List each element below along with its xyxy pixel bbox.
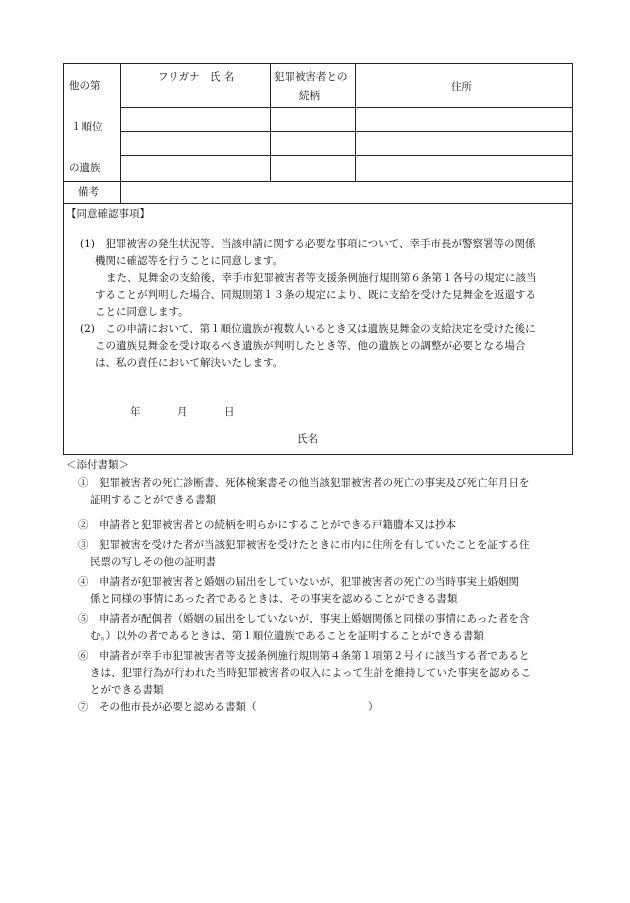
attachment-6-line-2: きは、犯罪行為が行われた当時犯罪被害者の収入によって生計を維持していた事実を認めるこ	[90, 667, 531, 679]
row-label-other-family: 他の第	[69, 80, 101, 92]
attachment-1-line-2: 証明することができる書類	[90, 494, 216, 506]
consent-item-1-line-3: また、見舞金の支給後、幸手市犯罪被害者等支援条例施行規則第６条第１各号の規定に該当	[106, 272, 537, 284]
attachment-4-line-2: 係と同様の事情にあった者であるときは、その事実を認めることができる書類	[90, 593, 458, 605]
consent-item-1-line-4: することが判明した場合、同規則第１３条の規定により、既に支給を受けた見舞金を返還する	[95, 289, 536, 301]
remarks-field[interactable]	[121, 182, 572, 202]
consent-item-2-line-3: は、私の責任において解決いたします。	[95, 357, 284, 369]
row-label-family: の遺族	[69, 162, 101, 174]
family-relation-field-2[interactable]	[271, 132, 354, 154]
consent-item-2-line-1: (2) この申請において、第１順位遺族が複数人いるとき又は遺族見舞金の支給決定を受けた後に	[80, 323, 536, 335]
attachments-heading: ＜添付書類＞	[66, 459, 129, 471]
col-header-address: 住所	[451, 81, 472, 93]
attachment-2-line-1: ② 申請者と犯罪被害者との続柄を明らかにすることができる戸籍謄本又は抄本	[78, 519, 456, 531]
attachment-7-other-field[interactable]	[268, 700, 368, 716]
grid-line	[63, 203, 573, 204]
signature-label: 氏名	[297, 433, 318, 445]
family-name-field-3[interactable]	[121, 156, 269, 180]
remarks-label: 備考	[78, 186, 99, 198]
consent-item-1-line-2: 機関に確認等を行うことに同意します。	[95, 255, 284, 267]
family-address-field-2[interactable]	[356, 132, 572, 154]
attachment-7-close-paren: ）	[368, 701, 379, 713]
attachment-7-line-1: ⑦ その他市長が必要と認める書類（	[78, 701, 257, 713]
attachment-6-line-3: とができる書類	[90, 684, 164, 696]
date-year-label: 年	[130, 406, 141, 418]
row-label-rank: １順位	[71, 121, 103, 133]
consent-item-2-line-2: この遺族見舞金を受け取るべき遺族が判明したとき等、他の遺族との調整が必要となる場合	[95, 340, 526, 352]
col-header-name: フリガナ 氏 名	[158, 71, 235, 83]
consent-item-1-line-5: ことに同意します。	[95, 306, 189, 318]
date-day-label: 日	[224, 406, 235, 418]
col-header-relation-2: 続柄	[299, 90, 320, 102]
consent-item-1-line-1: (1) 犯罪被害の発生状況等、当該申請に関する必要な事項について、幸手市長が警察署等の関係	[80, 238, 536, 250]
attachment-6-line-1: ⑥ 申請者が幸手市犯罪被害者等支援条例施行規則第４条第１項第２号イに該当する者であると	[78, 650, 530, 662]
attachment-5-line-1: ⑤ 申請者が配偶者（婚姻の届出をしていないが、事実上婚姻関係と同様の事情にあった者を含	[78, 613, 530, 625]
family-address-field-3[interactable]	[356, 156, 572, 180]
date-month-label: 月	[177, 406, 188, 418]
attachment-5-line-2: む。）以外の者であるときは、第１順位遺族であることを証明することができる書類	[90, 630, 484, 642]
attachment-1-line-1: ① 犯罪被害者の死亡診断書、死体検案書その他当該犯罪被害者の死亡の事実及び死亡年月日を	[78, 477, 530, 489]
family-relation-field-1[interactable]	[271, 108, 354, 130]
family-name-field-2[interactable]	[121, 132, 269, 154]
signature-field[interactable]	[325, 428, 565, 448]
attachment-3-line-1: ③ 犯罪被害を受けた者が当該犯罪被害を受けたときに市内に住所を有していたことを証する住	[78, 539, 530, 551]
col-header-relation: 犯罪被害者との	[274, 71, 348, 83]
attachment-4-line-1: ④ 申請者が犯罪被害者と婚姻の届出をしていないが、犯罪被害者の死亡の当時事実上婚姻関	[78, 576, 519, 588]
family-name-field-1[interactable]	[121, 108, 269, 130]
attachment-3-line-2: 民票の写しその他の証明書	[90, 556, 216, 568]
consent-heading: 【同意確認事項】	[66, 208, 150, 220]
family-relation-field-3[interactable]	[271, 156, 354, 180]
family-address-field-1[interactable]	[356, 108, 572, 130]
